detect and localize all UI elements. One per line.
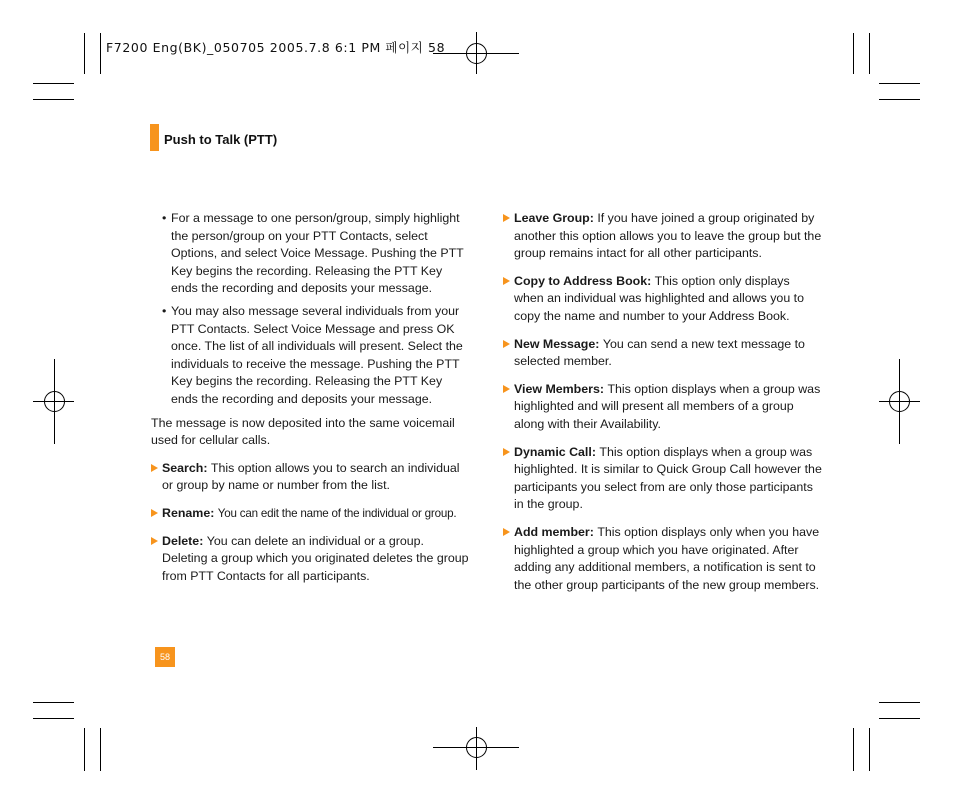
- bullet-text: You may also message several individuals from your PTT Contacts. Select Voice Message and press OK once. The list of all individuals will present. Select the individuals to receive the message. Pushing the PTT Key begins the recording. Releasing the PTT Key ends the recording and deposits your message.: [171, 303, 463, 406]
- option-term: Add member:: [514, 524, 598, 539]
- option-entry-add-member: [502, 524, 822, 594]
- crop-mark-line: [100, 33, 101, 74]
- crosshair-circle-icon: [466, 737, 487, 758]
- crop-mark-line: [853, 33, 854, 74]
- page-number-badge: 58: [155, 647, 175, 667]
- option-entry-new-message: [502, 336, 822, 371]
- option-entry-rename: [150, 505, 470, 523]
- crop-mark-line: [33, 83, 74, 84]
- orange-triangle-arrow-icon: [503, 214, 510, 222]
- orange-triangle-arrow-icon: [151, 509, 158, 517]
- section-tab-marker: [150, 124, 159, 151]
- bullet-item: [150, 303, 470, 409]
- crop-mark-line: [869, 728, 870, 771]
- crosshair-circle-icon: [44, 391, 65, 412]
- bullet-text: For a message to one person/group, simply highlight the person/group on your PTT Contacts, select Options, and select Voice Message. Pushing the PTT Key begins the recording. Releasing the PTT Key ends the recording and deposits your message.: [171, 211, 464, 296]
- option-description: This option displays when a group was highlighted and will present all members of a group along with their Availability.: [514, 381, 821, 431]
- crop-mark-line: [100, 728, 101, 771]
- option-description: This option displays only when you have highlighted a group which you have originated. After adding any additional members, a notification is sent to the other group participants of the new group members.: [514, 524, 820, 592]
- bullet-icon: •: [162, 303, 167, 318]
- option-term: Delete:: [162, 533, 207, 548]
- body-paragraph: The message is now deposited into the same voicemail used for cellular calls.: [151, 415, 455, 448]
- crop-mark-line: [879, 702, 920, 703]
- left-column: [150, 210, 470, 595]
- option-description: You can delete an individual or a group. Deleting a group which you originated deletes the group from PTT Contacts for all participants.: [162, 533, 469, 583]
- option-term: Copy to Address Book:: [514, 273, 655, 288]
- crop-mark-line: [33, 718, 74, 719]
- option-description: This option allows you to search an individual or group by name or number from the list.: [162, 460, 460, 493]
- orange-triangle-arrow-icon: [503, 340, 510, 348]
- option-description: You can send a new text message to selected member.: [514, 336, 805, 369]
- option-term: Rename:: [162, 505, 218, 520]
- option-term: Dynamic Call:: [514, 444, 600, 459]
- orange-triangle-arrow-icon: [503, 385, 510, 393]
- orange-triangle-arrow-icon: [151, 537, 158, 545]
- crop-mark-line: [84, 33, 85, 74]
- crop-mark-line: [879, 718, 920, 719]
- option-term: New Message:: [514, 336, 603, 351]
- crop-mark-line: [84, 728, 85, 771]
- bullet-item: [150, 210, 470, 298]
- crop-mark-line: [853, 728, 854, 771]
- crop-mark-line: [879, 99, 920, 100]
- option-description: This option displays when a group was highlighted. It is similar to Quick Group Call however the participants you select from are only those participants in the group.: [514, 444, 822, 512]
- option-description: You can edit the name of the individual or group.: [217, 506, 457, 520]
- orange-triangle-arrow-icon: [151, 464, 158, 472]
- crop-mark-line: [869, 33, 870, 74]
- crop-mark-line: [33, 99, 74, 100]
- crop-mark-line: [879, 83, 920, 84]
- option-entry-view-members: [502, 381, 822, 434]
- print-slug: F7200 Eng(BK)_050705 2005.7.8 6:1 PM 페이지 58: [106, 40, 446, 55]
- option-entry-leave-group: [502, 210, 822, 263]
- option-description: This option only displays when an individual was highlighted and allows you to copy the name and number to your Address Book.: [514, 273, 804, 323]
- option-entry-search: [150, 460, 470, 495]
- orange-triangle-arrow-icon: [503, 448, 510, 456]
- crop-mark-line: [33, 702, 74, 703]
- option-term: Search:: [162, 460, 211, 475]
- option-entry-dynamic-call: [502, 444, 822, 514]
- bullet-icon: •: [162, 211, 167, 225]
- option-entry-delete: [150, 533, 470, 586]
- section-title: Push to Talk (PTT): [164, 132, 278, 147]
- option-description: If you have joined a group originated by another this option allows you to leave the group but the group remains intact for all other participants.: [514, 211, 822, 261]
- orange-triangle-arrow-icon: [503, 277, 510, 285]
- orange-triangle-arrow-icon: [503, 528, 510, 536]
- crosshair-circle-icon: [466, 43, 487, 64]
- crosshair-circle-icon: [889, 391, 910, 412]
- right-column: [502, 210, 822, 604]
- option-term: Leave Group:: [514, 211, 598, 225]
- option-entry-copy-to-address-book: [502, 273, 822, 326]
- option-term: View Members:: [514, 381, 608, 396]
